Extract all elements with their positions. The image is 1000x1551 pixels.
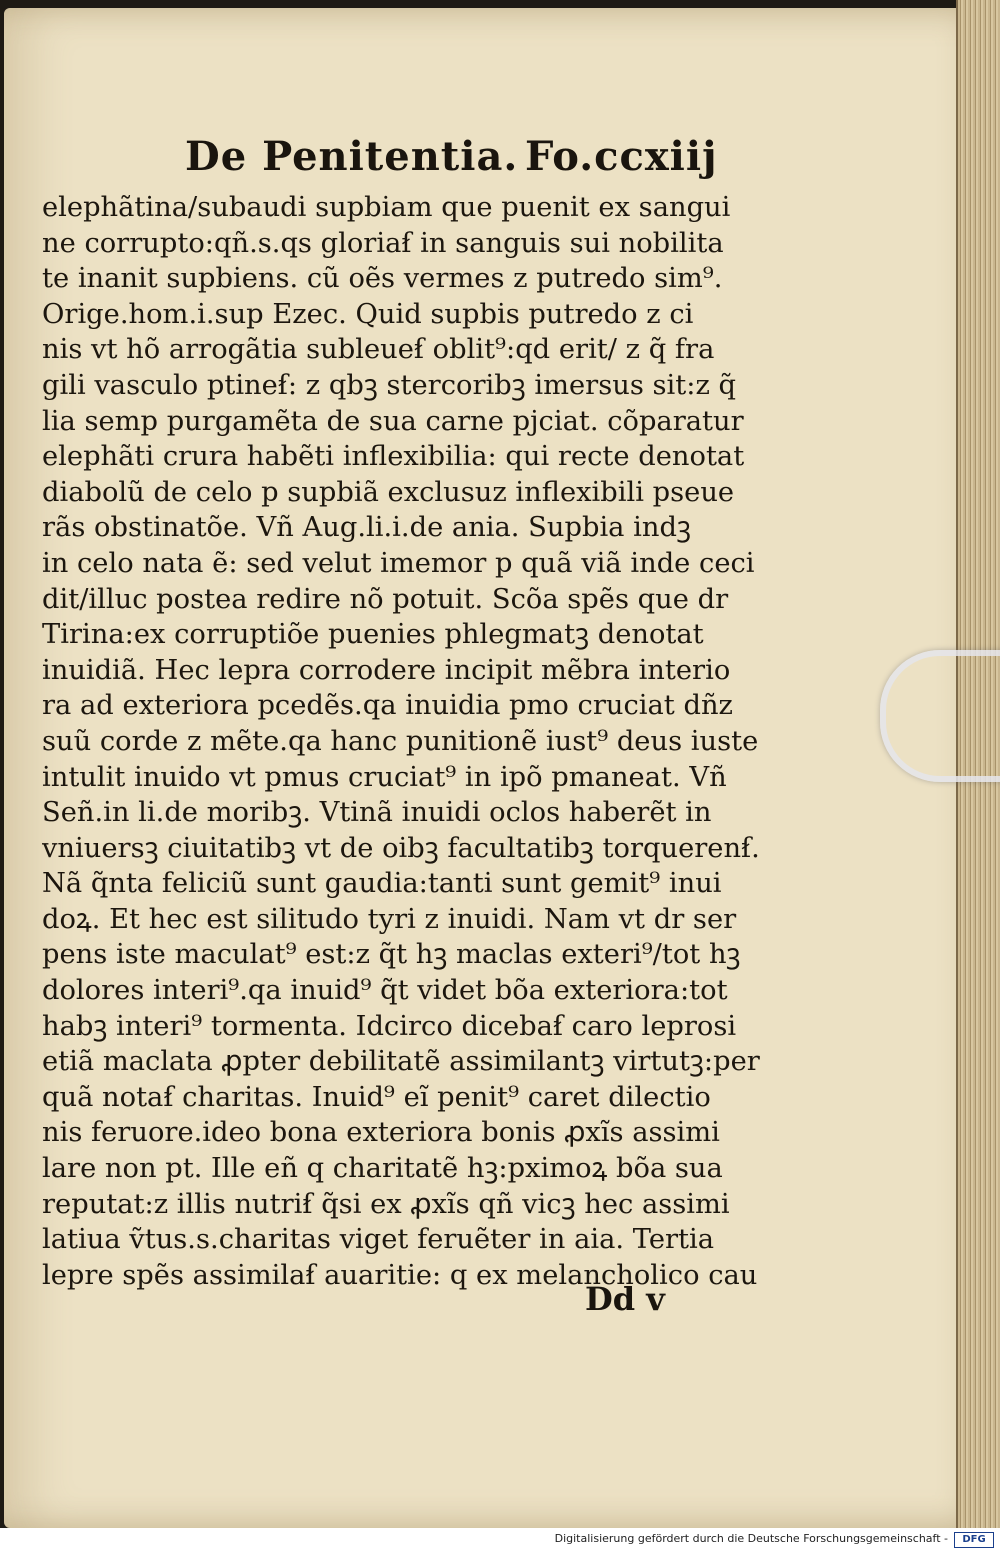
text-line: ra ad exteriora pcedẽs.qa inuidia pmo cruciat dñz: [42, 689, 733, 722]
text-line: habꝫ interi⁹ tormenta. Idcirco dicebaẜ caro leprosi: [42, 1009, 737, 1042]
text-line: lia semp purgamẽta de sua carne pjciat. cõparatur: [42, 404, 744, 437]
text-line: nis feruore.ideo bona exteriora bonis ꝓxĩs assimi: [42, 1116, 720, 1149]
text-line: ne corrupto:qñ.s.qs gloriaẜ in sanguis sui nobilita: [42, 226, 724, 259]
text-line: elephãti crura habẽti inflexibilia: qui recte denotat: [42, 440, 745, 473]
text-line: dolores interi⁹.qa inuid⁹ q̃t videt bõa exteriora:tot: [42, 974, 728, 1007]
text-line: latiua ṽtus.s.charitas viget feruẽter in aia. Tertia: [42, 1223, 715, 1256]
text-line: suũ corde z mẽte.qa hanc punitionẽ iust⁹ deus iuste: [42, 724, 759, 757]
text-block: [42, 190, 782, 1293]
text-line: inuidiã. Hec lepra corrodere incipit mẽbra interio: [42, 653, 731, 686]
text-line: diabolũ de celo p supbiã exclusuz inflexibili pseue: [42, 475, 735, 508]
text-line: nis vt hõ arrogãtia subleueẜ oblit⁹:qd erit/ z q̃ fra: [42, 333, 715, 366]
funding-credit: Digitalisierung gefördert durch die Deutsche Forschungsgemeinschaft -: [554, 1532, 948, 1545]
text-line: etiã maclata ꝓpter debilitatẽ assimilantꝫ virtutꝫ:per: [42, 1045, 760, 1078]
text-line: elephãtina/subaudi supbiam que puenit ex sangui: [42, 191, 731, 223]
text-line: lepre spẽs assimilaẜ auaritie: q ex melancholico cau: [42, 1258, 758, 1291]
page-title: De Penitentia.: [185, 133, 519, 180]
folio-number: Fo.ccxiij: [525, 133, 718, 180]
text-line: lare non pt. Ille eñ q charitatẽ hꝫ:pximoꝝ bõa sua: [42, 1152, 723, 1185]
signature-mark: Dd v: [585, 1280, 665, 1318]
text-line: dit/illuc postea redire nõ potuit. Scõa spẽs que dr: [42, 582, 729, 615]
text-line: quã notaẜ charitas. Inuid⁹ eĩ penit⁹ caret dilectio: [42, 1080, 711, 1113]
text-line: vniuersꝫ ciuitatibꝫ vt de oibꝫ facultatibꝫ torquerenẜ.: [42, 831, 760, 864]
text-line: Tirina:ex corruptiõe puenies phlegmatꝫ denotat: [42, 618, 704, 651]
text-line: doꝝ. Et hec est silitudo tyri z inuidi. Nam vt dr ser: [42, 902, 737, 935]
text-line: pens iste maculat⁹ est:z q̃t hꝫ maclas exteri⁹/tot hꝫ: [42, 938, 741, 971]
dfg-logo: DFG: [954, 1532, 994, 1548]
text-line: gili vasculo ptineẜ: z qbꝫ stercoribꝫ imersus sit:z q̃: [42, 368, 737, 401]
text-line: Orige.hom.i.sup Ezec. Quid supbis putredo z ci: [42, 297, 694, 330]
running-header: [185, 125, 718, 187]
text-line: te inanit supbiens. cũ oẽs vermes z putredo sim⁹.: [42, 262, 723, 295]
footer-bar: [0, 1528, 1000, 1551]
text-line: Señ.in li.de moribꝫ. Vtinã inuidi oclos haberẽt in: [42, 796, 712, 829]
text-line: in celo nata ẽ: sed velut imemor p quã viã inde ceci: [42, 546, 755, 579]
text-line: rãs obstinatõe. Vñ Aug.li.i.de ania. Supbia indꝫ: [42, 511, 691, 544]
text-line: Nã q̃nta feliciũ sunt gaudia:tanti sunt gemit⁹ inui: [42, 867, 722, 900]
text-line: intulit inuido vt pmus cruciat⁹ in ipõ pmaneat. Vñ: [42, 760, 727, 793]
text-line: reputat:z illis nutriẜ q̃si ex ꝓxĩs qñ vicꝫ hec assimi: [42, 1187, 730, 1220]
page-clip: [880, 650, 1000, 782]
